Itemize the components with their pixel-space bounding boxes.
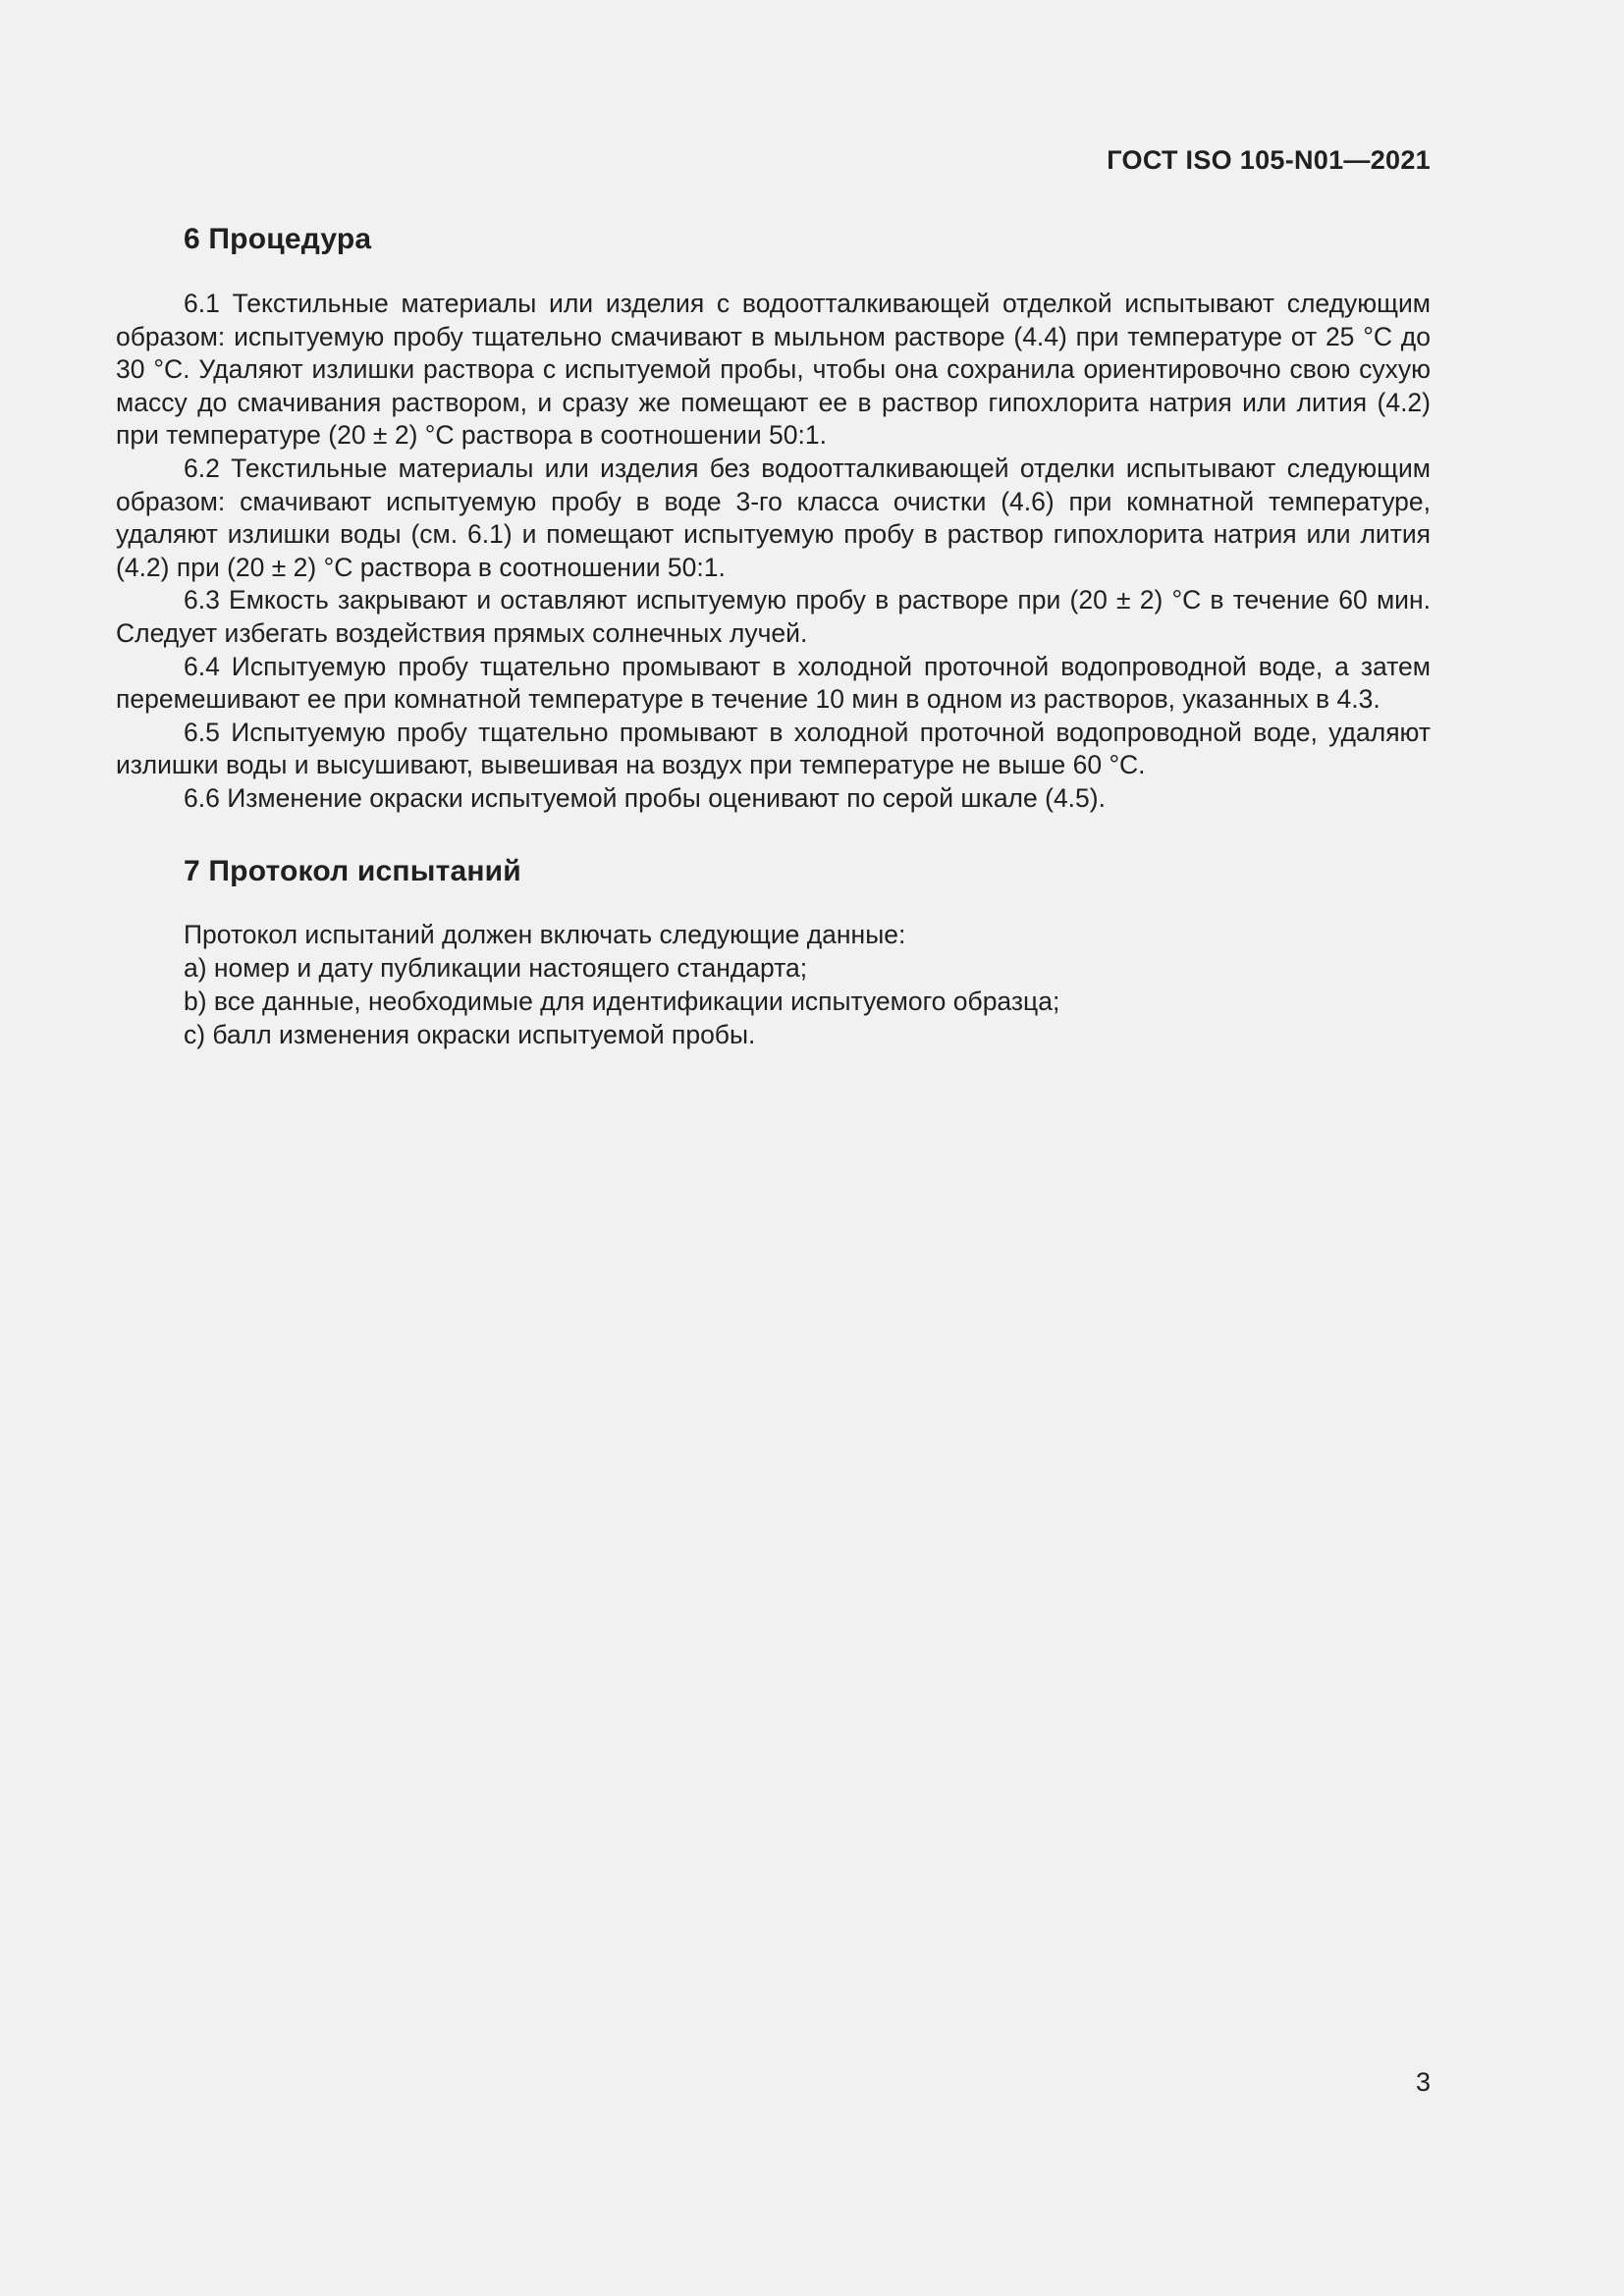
page-number: 3	[1415, 2067, 1431, 2097]
section-6-paragraph-3: 6.3 Емкость закрывают и оставляют испытуемую пробу в растворе при (20 ± 2) °С в течение 60 мин. Следует избегать воздействия прямых солнечных лучей.	[116, 585, 1431, 648]
test-report-item-1: a) номер и дату публикации настоящего стандарта;	[184, 952, 808, 983]
test-report-item-3: c) балл изменения окраски испытуемой пробы.	[184, 1019, 756, 1049]
section-7-title: 7 Протокол испытаний	[184, 854, 521, 887]
test-report-item-2: b) все данные, необходимые для идентификации испытуемого образца;	[184, 986, 1060, 1016]
section-6-paragraph-5: 6.5 Испытуемую пробу тщательно промывают в холодной проточной водопроводной воде, удаляют излишки воды и высушивают, вывешивая на воздух при температуре не выше 60 °С.	[116, 717, 1431, 780]
section-6-paragraph-4: 6.4 Испытуемую пробу тщательно промывают в холодной проточной водопроводной воде, а затем перемешивают ее при комнатной температуре в течение 10 мин в одном из растворов, указанных в 4.3.	[116, 651, 1431, 715]
section-6-paragraph-1: 6.1 Текстильные материалы или изделия с водоотталкивающей отделкой испытывают следующим образом: испытуемую пробу тщательно смачивают в мыльном растворе (4.4) при температуре от 25 °С до 30 °С. Удаляют излишки раствора с испытуемой пробы, чтобы она сохранила ориентировочно свою сухую массу до смачивания раствором, и сразу же помещают ее в раствор гипохлорита натрия или лития (4.2) при температуре (20 ± 2) °С раствора в соотношении 50:1.	[116, 289, 1431, 451]
page-content	[116, 221, 1431, 1051]
document-header-designation: ГОСТ ISO 105-N01—2021	[1107, 145, 1431, 175]
test-report-items-list	[116, 951, 1431, 1051]
section-6-paragraph-6: 6.6 Изменение окраски испытуемой пробы оценивают по серой шкале (4.5).	[184, 782, 1106, 813]
section-6-body	[116, 288, 1431, 816]
section-6-title: 6 Процедура	[184, 223, 372, 255]
section-7-intro: Протокол испытаний должен включать следующие данные:	[184, 919, 906, 949]
section-6-paragraph-2: 6.2 Текстильные материалы или изделия без водоотталкивающей отделки испытывают следующим образом: смачивают испытуемую пробу в воде 3-го класса очистки (4.6) при комнатной температуре, удаляют излишки воды (см. 6.1) и помещают испытуемую пробу в раствор гипохлорита натрия или лития (4.2) при (20 ± 2) °С раствора в соотношении 50:1.	[116, 453, 1431, 582]
section-7	[116, 853, 1431, 1051]
